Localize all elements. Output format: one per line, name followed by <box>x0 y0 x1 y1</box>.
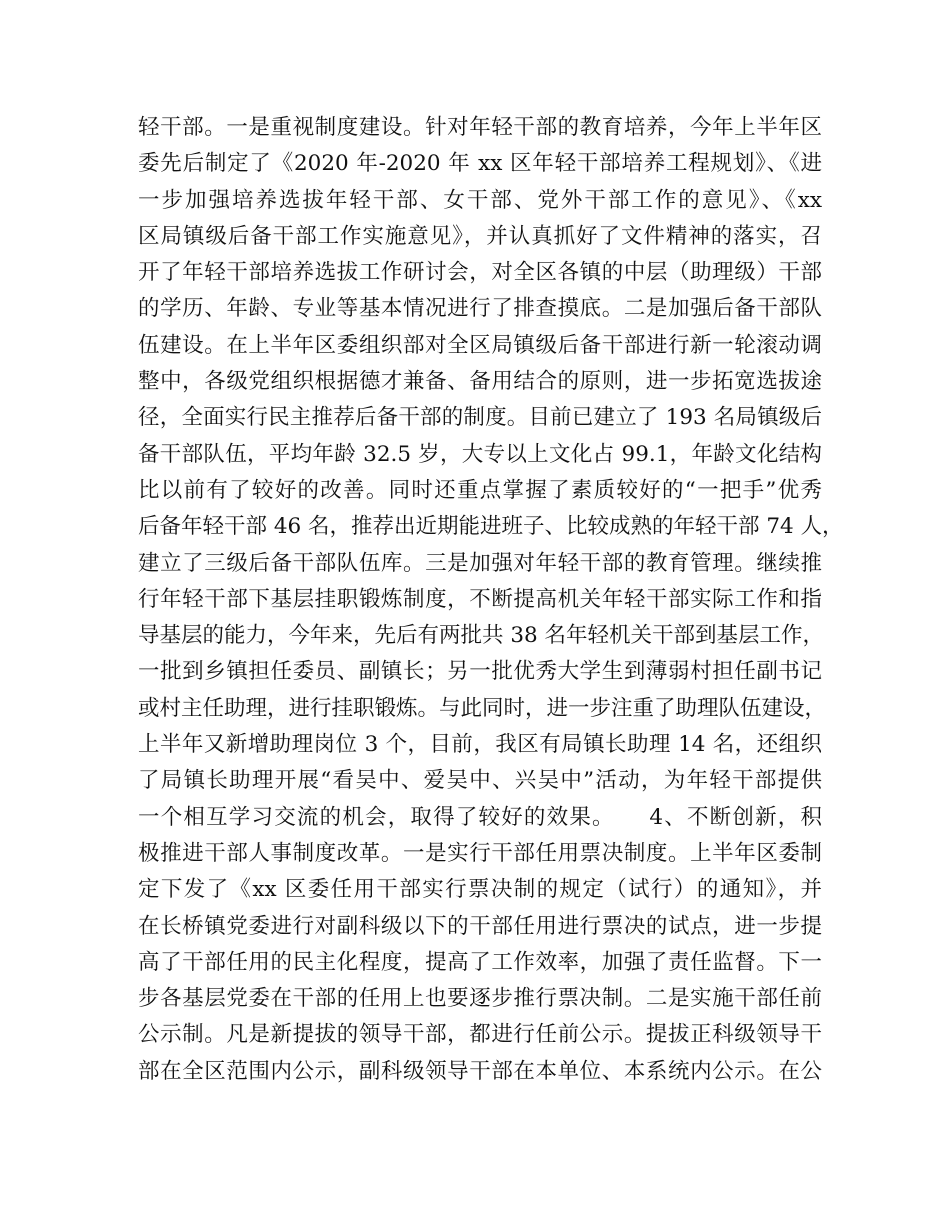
text-line: 部在全区范围内公示，副科级领导干部在本单位、本系统内公示。在公 <box>138 1058 822 1084</box>
text-line: 建立了三级后备干部队伍库。三是加强对年轻干部的教育管理。继续推 <box>138 550 822 576</box>
text-line: 一批到乡镇担任委员、副镇长；另一批优秀大学生到薄弱村担任副书记 <box>138 659 822 685</box>
text-line: 委先后制定了《2020 年-2020 年 xx 区年轻干部培养工程规划》、《进 <box>138 151 822 177</box>
text-line: 行年轻干部下基层挂职锻炼制度，不断提高机关年轻干部实际工作和指 <box>138 586 822 612</box>
text-line: 导基层的能力，今年来，先后有两批共 38 名年轻机关干部到基层工作， <box>138 623 825 649</box>
text-line: 一个相互学习交流的机会，取得了较好的效果。 4、不断创新，积 <box>138 804 822 830</box>
text-line: 极推进干部人事制度改革。一是实行干部任用票决制度。上半年区委制 <box>138 840 822 866</box>
text-line: 备干部队伍，平均年龄 32.5 岁，大专以上文化占 99.1，年龄文化结构 <box>138 441 822 467</box>
text-line: 的学历、年龄、专业等基本情况进行了排查摸底。二是加强后备干部队 <box>138 296 822 322</box>
text-line: 区局镇级后备干部工作实施意见》，并认真抓好了文件精神的落实，召 <box>138 223 822 249</box>
text-line: 上半年又新增助理岗位 3 个，目前，我区有局镇长助理 14 名，还组织 <box>138 732 822 758</box>
text-line: 径，全面实行民主推荐后备干部的制度。目前已建立了 193 名局镇级后 <box>138 405 822 431</box>
text-line: 开了年轻干部培养选拔工作研讨会，对全区各镇的中层（助理级）干部 <box>138 260 822 286</box>
text-line: 轻干部。一是重视制度建设。针对年轻干部的教育培养，今年上半年区 <box>138 115 822 140</box>
text-line: 比以前有了较好的改善。同时还重点掌握了素质较好的“一把手”优秀 <box>138 477 822 503</box>
text-line: 公示制。凡是新提拔的领导干部，都进行任前公示。提拔正科级领导干 <box>138 1022 822 1048</box>
text-line: 整中，各级党组织根据德才兼备、备用结合的原则，进一步拓宽选拔途 <box>138 369 822 395</box>
text-line: 或村主任助理，进行挂职锻炼。与此同时，进一步注重了助理队伍建设， <box>138 695 827 721</box>
text-line: 步各基层党委在干部的任用上也要逐步推行票决制。二是实施干部任前 <box>138 986 822 1012</box>
body-paragraph <box>138 110 844 1090</box>
text-line: 后备年轻干部 46 名，推荐出近期能进班子、比较成熟的年轻干部 74 人， <box>138 514 844 540</box>
text-line: 伍建设。在上半年区委组织部对全区局镇级后备干部进行新一轮滚动调 <box>138 332 822 358</box>
text-line: 在长桥镇党委进行对副科级以下的干部任用进行票决的试点，进一步提 <box>138 913 822 939</box>
text-line: 一步加强培养选拔年轻干部、女干部、党外干部工作的意见》、《xx <box>138 187 822 213</box>
text-line: 了局镇长助理开展“看吴中、爱吴中、兴吴中”活动，为年轻干部提供 <box>138 768 822 794</box>
text-line: 定下发了《xx 区委任用干部实行票决制的规定（试行）的通知》，并 <box>138 877 822 903</box>
text-line: 高了干部任用的民主化程度，提高了工作效率，加强了责任监督。下一 <box>138 949 822 975</box>
